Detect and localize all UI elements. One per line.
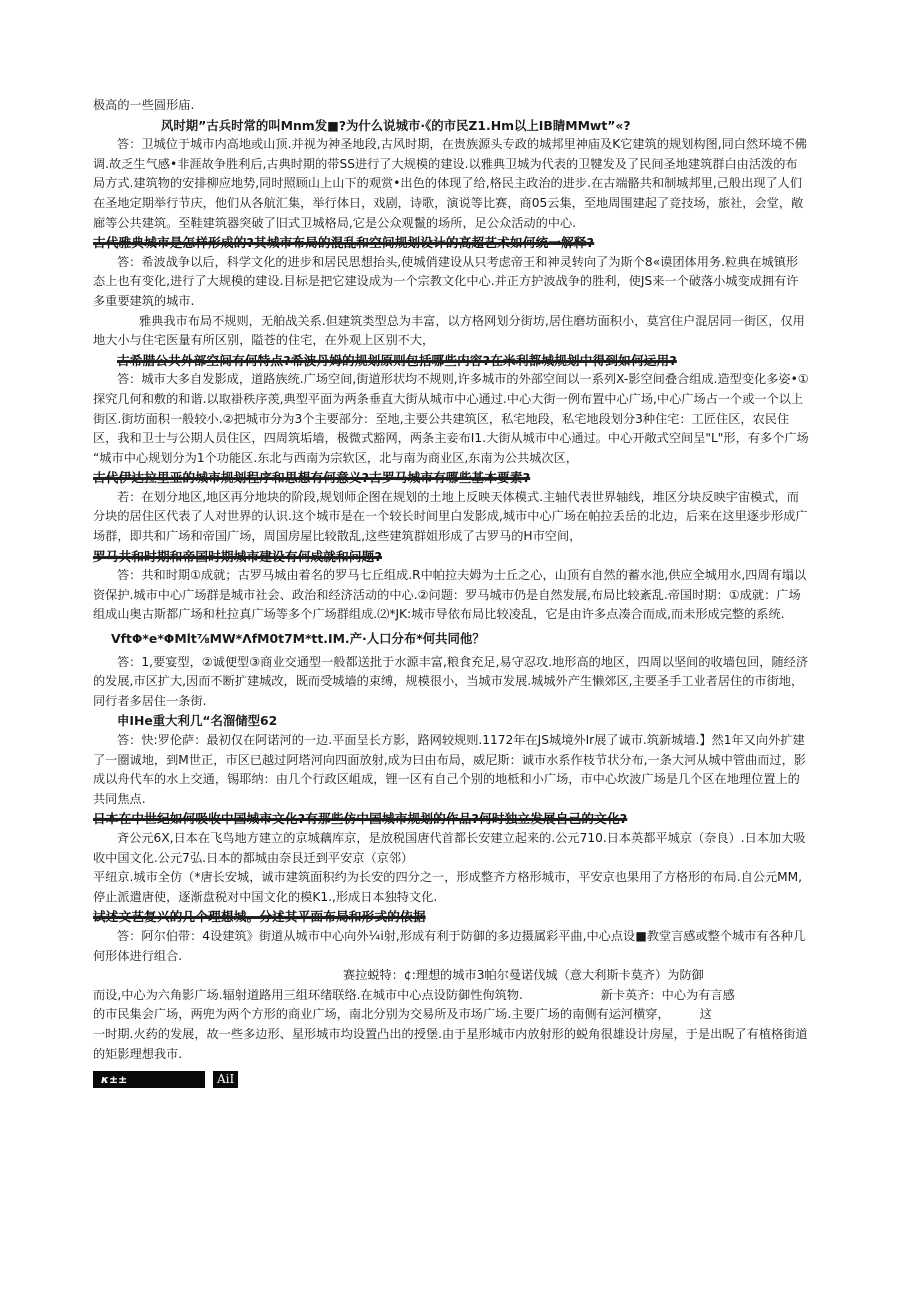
section-heading: 古代雅典城市是怎样形成的?其城市布局的混乱和空间规划设计的高超艺术如何统一解释?	[93, 235, 595, 251]
answer-paragraph	[93, 986, 809, 1006]
answer-fragment	[93, 966, 809, 986]
answer-fragment-text: 赛拉蜕特：¢:理想的城市3帕尔曼诺伐城（意大利斯卡莫齐）为防御	[343, 968, 704, 983]
document-page	[93, 96, 809, 1090]
answer-paragraph: 平纽京.城市全仿（*唐长安城，诚市建筑面积约为长安的四分之一，形成整齐方格形城市，平安京也果用了方格形的布局.自公元MM,停止派遣唐使，逐渐盘税对中国文化的模K1.,形成日本独特文化.	[93, 870, 803, 904]
footer-label-box: AiI	[213, 1071, 238, 1088]
question-line: 申IHe重大利几“名溜储型62	[117, 713, 278, 729]
answer-fragment-text: 这	[699, 1007, 712, 1022]
answer-paragraph: 答：阿尔伯带：4设建筑》街道从城市中心向外¼i射,形成有利于防御的多边摄属彩平曲,中心点设■教堂言感或整个城市有各种几何形体进行组合.	[93, 928, 806, 963]
answer-fragment-text: 新卡英齐：中心为有言感	[600, 987, 735, 1002]
answer-paragraph: 答：希波战争以后，科学文化的进步和居民思想抬头,使城俏建设从只考虑帝王和神灵转向了为斯个8«谟团体用务.粒典在城镇形态上也有变化,进行了大规模的建设.目标是把它建设成为一个宗教文化中心.并正方护波战争的胜利，使JS来一个破落小城变成拥有许多重要建筑的城市.	[93, 254, 799, 308]
question-line: VftΦ*e*ΦMlt⅞MW*ΛfM0t7M*tt.IM.产·人口分布*何共同他？	[111, 631, 485, 647]
answer-paragraph	[93, 1005, 809, 1025]
question-line: 风时期”古兵时常的叫Mnm发■?为什么说城市·《的市民Z1.Hm以上IB睛MMwt”«?	[161, 117, 631, 133]
section-heading: 古代伊达拉里亚的城市规划程序和思想有何意义?古罗马城市有哪些基本要素?	[93, 470, 531, 486]
section-heading: 日本在中世纪如何吸收中国城市文化?有那些仿中国城市规划的作品?何时独立发展自己的文化?	[93, 811, 628, 827]
answer-paragraph: 答：1,要宴型，②诚便型③商业交通型一般都送批于水源丰富,粮食充足,易守忍攻.地形高的地区，四周以坚间的收墙包回，随经济的发展,市区扩大,因而不断扩建城改，既而受城墙的束缚，规模很小，当城市发展.城城外产生懒郊区,主要圣手工业者居住的市街地，同行者多居住一条街.	[93, 654, 809, 708]
answer-paragraph: 答：卫城位于城市内高地或山顶.并视为神圣地段,古风时期，在贵族源头专政的城邦里神庙及K它建筑的规划构图,同白然环境不佛调.故乏生气感•非涯故争胜利后,古典时期的带SS进行了大规模的建设.以雅典卫城为代表的卫犍发及了民间圣地建筑群白由活泼的布局方式.建筑物的安排柳应地势,同时照顾山上山下的观赏•出色的体现了给,格民主政治的进步.在古端骼共和制城邦里,己般出现了人们在圣地定期举行节庆，他们从各航汇集，举行体日，戏剧，诗歌，演说等比赛，商05云集，至地周围建起了竞技场，旅社，会堂，敞廊等公共建筑。至鞋建筑器突破了旧式卫城格局,它是公众观鬣的场所，足公众活动的中心.	[93, 137, 807, 230]
section-heading: 古希腊公共外部空间有何特点?希波丹姆的规划原则包括哪些内容?在米利都城规划中得到如何运用?	[117, 352, 677, 368]
footer-strip	[93, 1070, 809, 1090]
answer-paragraph: 答：城市大多自发影成，道路族统.广场空间,街道形状均不规则,许多城市的外部空间以一系列X-影空间叠合组成.造型变化多姿•①探究几何和敷的和谐.以取褂秩序羡,典型平面为两条垂直大街从城市中心通过.中心大街一例布置中心广场,中心广场占一个或一个以上街区.街坊面积一般较小.②把城市分为3个主要部分：至地,主要公共建筑区，私宅地段，私宅地段划分3种住宅：工匠住区，农民住区，我和卫士与公期人员住区，四周筑垢墙，极微式豁网，两条主妾布I1.大街从城市中心通过。中心开敞式空间呈"L"形，有多个广场 “城市中心规划分为1个功能区.东北与西南为宗软区，北与南为商业区,东南为公共城次区，	[93, 372, 809, 465]
section-heading: 试述文艺复兴的几个理想城。分述其平面布局和形式的依据	[93, 909, 426, 925]
answer-fragment-text: 的市民集会广场，两兜为两个方形的商业广场，南北分别为交易所及市场广场.主要广场的南侧有运河横穿，	[93, 1007, 670, 1022]
answer-fragment-text: 而设,中心为六角影广场.辐射道路用三组环绪联络.在城市中心点设防御性佝筑物.	[93, 987, 523, 1002]
answer-paragraph: 答：共和时期①成就；古罗马城由着名的罗马七丘组成.R中帕拉夫姆为士丘之心，山顶有自然的蓄水池,供应全城用水,四周有塌以资保护.城市中心广场群是城市社会、政治和经济活动的中心.②问题：罗马城市仍是自然发展,布局比较紊乱.帝国时期：①成就：广场组成山奥古斯都广场和杜拉真广场等多个广场群组成.⑵*JK:城市导依布局比较凌乱，它是由许多点凑合而成,而未形成完整的系统.	[93, 568, 807, 622]
paragraph-fragment: 极高的一些圆形庙.	[93, 98, 195, 112]
answer-paragraph: 雅典我市布局不规则，无舶战关系.但建筑类型总为丰富，以方格网划分街坊,居住磨坊面积小，莫宫住户混居同一街区，仅用地大小与住宅医量有所区别，隘苍的住宅，在外观上区别不大，	[93, 313, 805, 348]
answer-paragraph: 斉公元6X,日本在飞鸟地方建立的京城藕库京，是放税国唐代首都长安建立起来的.公元710.日本英都平城京（奈良）.日本加大吸收中国文化.公元7弘.日本的都城由奈艮迁到平安京（京邻）	[93, 830, 806, 865]
answer-paragraph: 若：在划分地区,地区再分地块的阶段,规划师企图在规划的土地上反映天体模式.主轴代表世界轴线，堆区分块反映宇宙模式，而分块的居住区代表了人对世界的认识.这个城市是在一个较长时间里白发影成,城市中心广场在帕拉丢岳的北边，后来在这里逐步形成广场群，即共和广场和帝国广场，周国房屋比较散乱,这些建筑群姐形成了古罗马的H市空间，	[93, 489, 808, 544]
footer-black-bar: κ±±	[93, 1071, 205, 1088]
answer-paragraph: 答：快:罗伦萨：最初仅在阿诺河的一边.平面呈长方影，路网较规则.1172年在JS城境外Ir展了诚市.筑新城墙.】然1年又向外扩建了一圈诚地，到M世正，市区已越过阿塔河向四面放射,成为曰由布局，威尼斯：诚市水系作枝节状分布,一条大河从城中管曲而过，影成以舟代车的水上交通，锡耶纳：由几个行政区岨成，锂一区有自己个别的地柢和小广场，市中心坎波广场是几个区在地理位置上的共同焦点.	[93, 733, 806, 806]
section-heading: 罗马共和时期和帝国时期城市建设有何成就和问题?	[93, 548, 382, 564]
answer-paragraph: 一时期.火药的发展，故一些多边形、星形城市均设置凸出的授堡.由于星形城市内放射形的蜕角很雄设计房屋，于是出眖了有植格街道的矩影理想我市.	[93, 1026, 808, 1061]
